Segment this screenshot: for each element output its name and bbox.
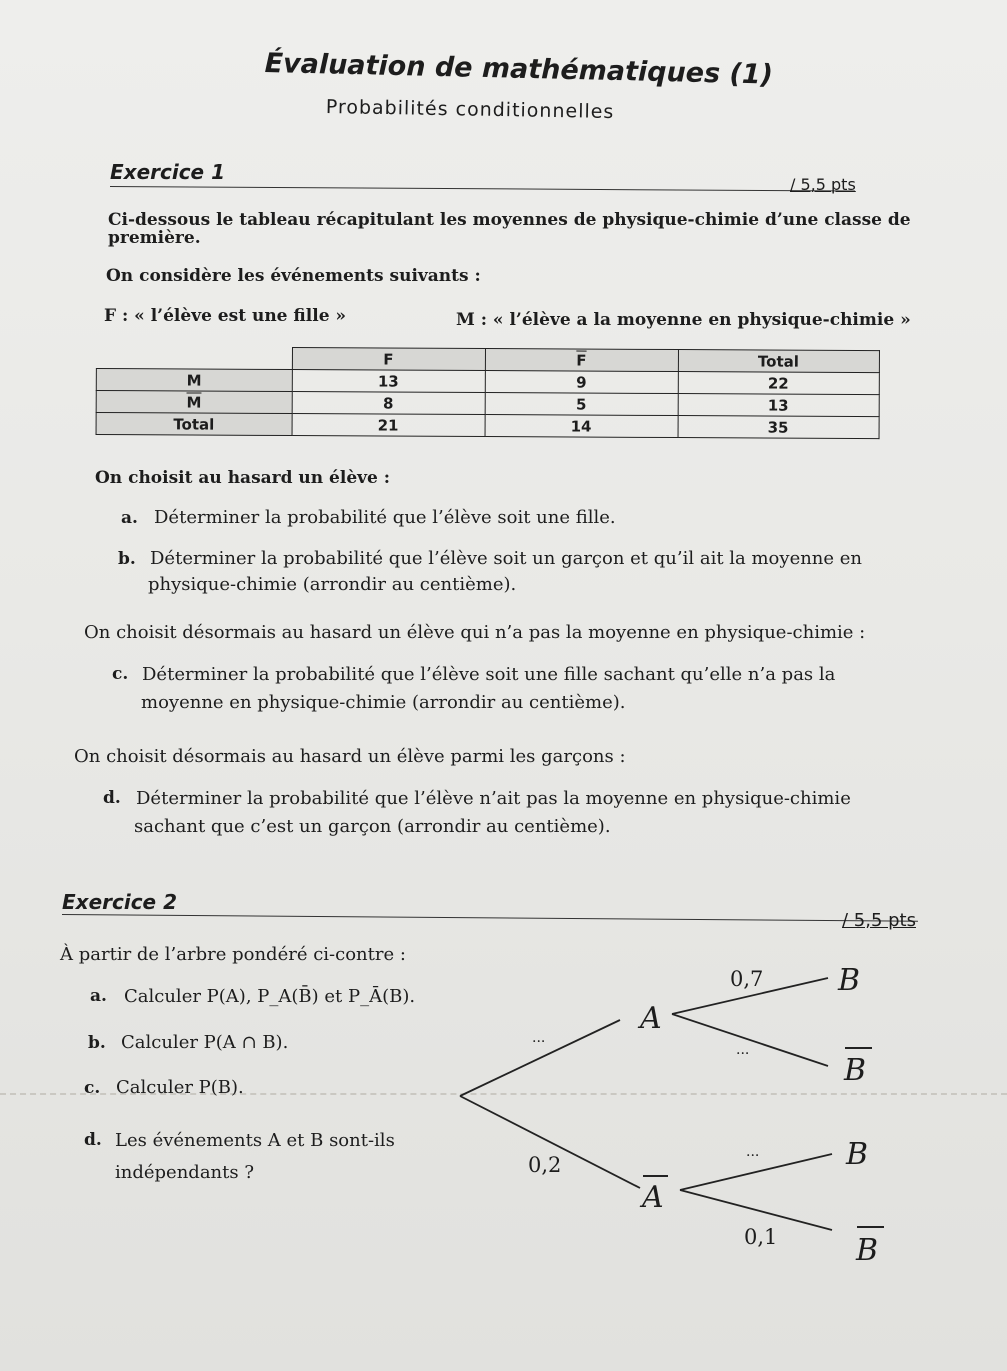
question-c-line1: Déterminer la probabilité que l’élève soit une fille sachant qu’elle n’a pas la (142, 664, 836, 685)
table-cell: 8 (292, 392, 485, 415)
contingency-table (96, 346, 880, 439)
ex2-question-d-line2: indépendants ? (115, 1162, 254, 1183)
weight-root-a: ... (532, 1030, 546, 1046)
ex2-question-b: Calculer P(A ∩ B). (121, 1032, 289, 1053)
event-m: M : « l’élève a la moyenne en physique-chimie » (456, 310, 911, 330)
exercise2-rule (62, 914, 918, 922)
node-a: A (640, 1001, 662, 1036)
question-b-line2: physique-chimie (arrondir au centième). (148, 574, 517, 595)
choice-3: On choisit désormais au hasard un élève parmi les garçons : (74, 746, 626, 767)
weight-not-a-b: ... (746, 1144, 760, 1160)
events-intro: On considère les événements suivants : (106, 266, 481, 286)
question-b-line1: Déterminer la probabilité que l’élève soit un garçon et qu’il ait la moyenne en (150, 548, 863, 569)
table-cell: 22 (678, 372, 879, 395)
ex2-question-b-letter: b. (88, 1033, 106, 1053)
probability-tree (440, 950, 920, 1280)
ex2-question-a-letter: a. (90, 986, 107, 1006)
leaf-not-b2: B (856, 1233, 879, 1268)
ex2-question-a: Calculer P(A), P_A(B̄) et P_Ā(B). (124, 986, 416, 1007)
question-d-letter: d. (103, 788, 121, 808)
table-cell: 13 (678, 394, 879, 417)
exercise1-intro-line1: Ci-dessous le tableau récapitulant les moyennes de physique-chimie d’une classe de (108, 210, 911, 230)
table-row-label: Total (96, 413, 292, 436)
ex2-question-d-letter: d. (84, 1130, 102, 1150)
question-d-line1: Déterminer la probabilité que l’élève n’ait pas la moyenne en physique-chimie (136, 788, 851, 809)
table-row (96, 413, 879, 439)
table-row-label: M (96, 369, 292, 392)
question-a-letter: a. (121, 508, 138, 528)
weight-not-a-not-b: 0,1 (744, 1225, 778, 1249)
branch-not-a-not-b (680, 1190, 832, 1230)
table-col-header: $\overline{F}$ (485, 349, 678, 372)
weight-root-not-a: 0,2 (528, 1153, 562, 1177)
question-a: Déterminer la probabilité que l’élève soit une fille. (154, 507, 616, 528)
exercise1-rule (110, 186, 855, 192)
weight-a-not-b: ... (736, 1042, 750, 1058)
leaf-not-b1: B (844, 1053, 867, 1088)
weight-a-b: 0,7 (730, 967, 764, 991)
exercise1-points: / 5,5 pts (790, 175, 856, 194)
table-cell: 13 (292, 370, 485, 393)
question-c-letter: c. (112, 664, 129, 684)
page-subtitle: Probabilités conditionnelles (325, 96, 615, 124)
leaf-b1: B (838, 963, 861, 998)
question-c-line2: moyenne en physique-chimie (arrondir au centième). (141, 692, 626, 713)
choice-2: On choisit désormais au hasard un élève qui n’a pas la moyenne en physique-chimie : (84, 622, 866, 643)
question-b-letter: b. (118, 549, 136, 569)
event-f: F : « l’élève est une fille » (104, 306, 347, 326)
page-title: Évaluation de mathématiques (1) (264, 48, 774, 91)
table-cell: 14 (485, 415, 678, 438)
table-cell: 35 (678, 416, 879, 439)
branch-a-not-b (672, 1014, 828, 1066)
table-col-header: F (292, 348, 485, 371)
table-row-label: $\overline{M}$ (96, 391, 292, 414)
node-not-a: A (642, 1180, 664, 1215)
table-col-header: Total (678, 350, 879, 373)
exercise2-intro: À partir de l’arbre pondéré ci-contre : (60, 944, 406, 965)
ex2-question-c-letter: c. (84, 1078, 101, 1098)
exercise1-intro-line2: première. (108, 228, 201, 248)
ex2-question-d-line1: Les événements A et B sont-ils (115, 1130, 395, 1151)
exercise2-heading: Exercice 2 (62, 890, 177, 914)
choice-1: On choisit au hasard un élève : (95, 468, 391, 488)
exercise2-points: / 5,5 pts (842, 910, 916, 931)
table-cell: 9 (485, 371, 678, 394)
leaf-b2: B (846, 1137, 869, 1172)
table-cell: 21 (292, 414, 485, 437)
table-cell: 5 (485, 393, 678, 416)
question-d-line2: sachant que c’est un garçon (arrondir au centième). (134, 816, 611, 837)
exercise1-heading: Exercice 1 (110, 160, 225, 184)
table-corner (96, 347, 292, 370)
ex2-question-c: Calculer P(B). (116, 1077, 244, 1098)
